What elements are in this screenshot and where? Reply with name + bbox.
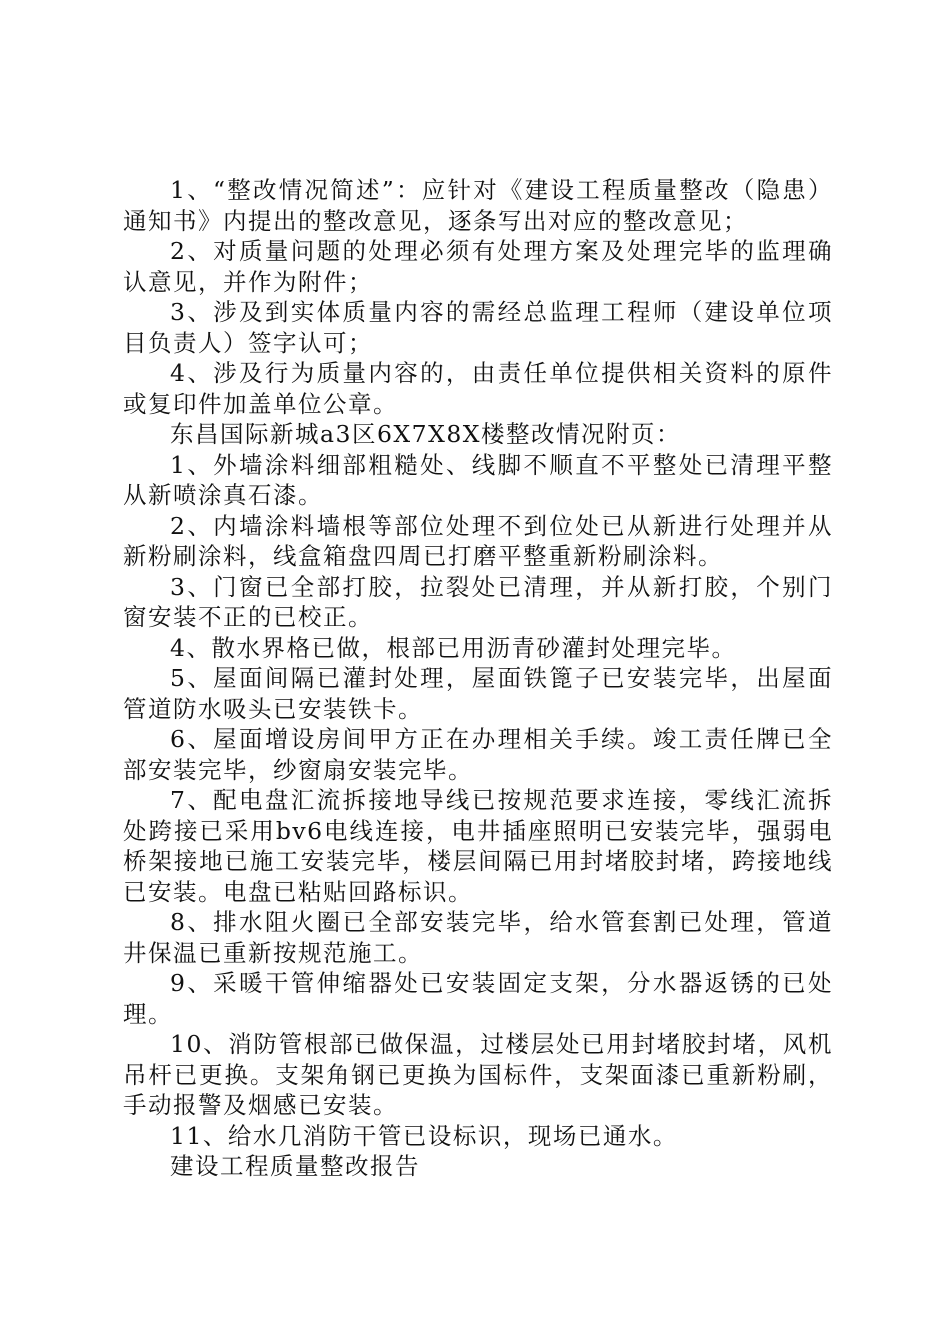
rectification-item-5: 5、屋面间隔已灌封处理，屋面铁篦子已安装完毕，出屋面管道防水吸头已安装铁卡。 [123,664,833,723]
rectification-item-4: 4、散水界格已做，根部已用沥青砂灌封处理完毕。 [170,633,737,662]
rectification-item-3: 3、门窗已全部打胶，拉裂处已清理，并从新打胶，个别门窗安装不正的已校正。 [123,572,833,631]
rectification-item-7: 7、配电盘汇流拆接地导线已按规范要求连接，零线汇流拆处跨接已采用bv6电线连接，电井插座照明已安装完毕，强弱电桥架接地已施工安装完毕，楼层间隔已用封堵胶封堵，跨接地线已安装。电盘已粘贴回路标识。 [123,786,833,906]
rectification-item-2: 2、内墙涂料墙根等部位处理不到位处已从新进行处理并从新粉刷涂料，线盒箱盘四周已打磨平整重新粉刷涂料。 [123,511,833,570]
document-body [123,175,833,1182]
appendix-heading: 东昌国际新城a3区6X7X8X楼整改情况附页： [170,420,682,448]
note-1: 1、“整改情况简述”：应针对《建设工程质量整改（隐患）通知书》内提出的整改意见，逐条写出对应的整改意见； [123,176,833,235]
rectification-item-8: 8、排水阻火圈已全部安装完毕，给水管套割已处理，管道井保温已重新按规范施工。 [123,908,833,967]
rectification-item-1: 1、外墙涂料细部粗糙处、线脚不顺直不平整处已清理平整从新喷涂真石漆。 [123,450,833,509]
note-3: 3、涉及到实体质量内容的需经总监理工程师（建设单位项目负责人）签字认可； [123,298,833,357]
note-2: 2、对质量问题的处理必须有处理方案及处理完毕的监理确认意见，并作为附件； [123,237,833,296]
rectification-item-10: 10、消防管根部已做保温，过楼层处已用封堵胶封堵，风机吊杆已更换。支架角钢已更换为国标件，支架面漆已重新粉刷，手动报警及烟感已安装。 [123,1030,833,1119]
rectification-item-6: 6、屋面增设房间甲方正在办理相关手续。竣工责任牌已全部安装完毕，纱窗扇安装完毕。 [123,725,833,784]
rectification-item-9: 9、采暖干管伸缩器处已安装固定支架，分水器返锈的已处理。 [123,969,833,1028]
report-title: 建设工程质量整改报告 [170,1152,420,1180]
rectification-item-11: 11、给水几消防干管已设标识，现场已通水。 [170,1121,678,1150]
note-4: 4、涉及行为质量内容的，由责任单位提供相关资料的原件或复印件加盖单位公章。 [123,359,833,418]
